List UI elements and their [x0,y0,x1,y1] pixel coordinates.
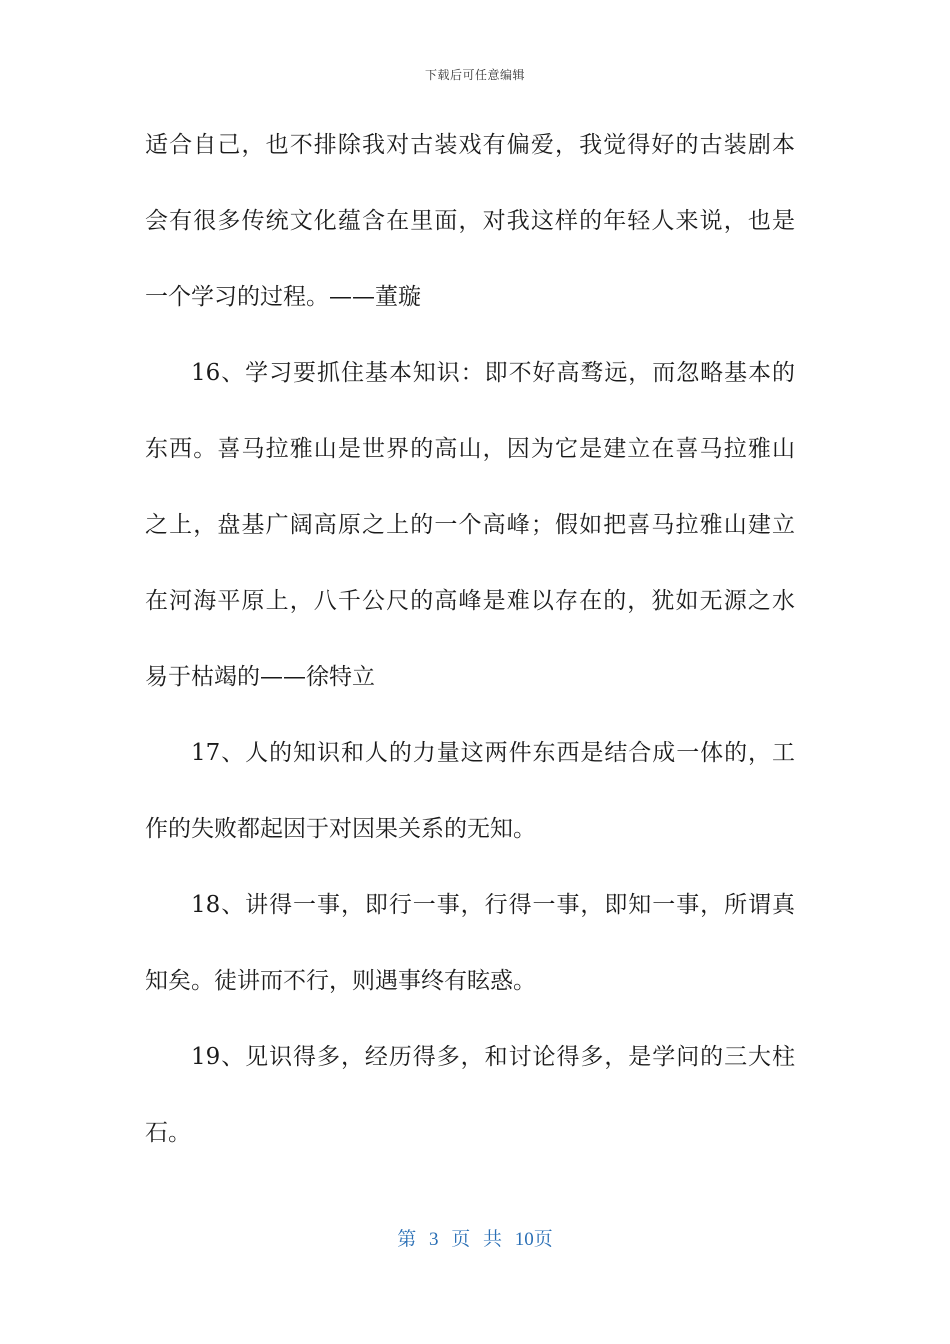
document-body [145,120,795,1184]
current-page-number: 3 [428,1229,439,1250]
page-header: 下载后可任意编辑 [424,68,525,82]
footer-page-word: 页 [451,1229,471,1250]
paragraph-start-18: 18、讲得一事，即行一事，行得一事，即知一事，所谓真 [191,892,795,918]
text-line: 东西。喜马拉雅山是世界的高山，因为它是建立在喜马拉雅山 [145,436,795,462]
text-line: 一个学习的过程。——董璇 [145,284,421,310]
text-line: 石。 [145,1120,191,1146]
text-line: 会有很多传统文化蕴含在里面，对我这样的年轻人来说，也是 [145,208,795,234]
paragraph-start-17: 17、人的知识和人的力量这两件东西是结合成一体的，工 [191,740,795,766]
page-number-footer [0,1224,950,1251]
text-line: 作的失败都起因于对因果关系的无知。 [145,816,536,842]
paragraph-start-16: 16、学习要抓住基本知识：即不好高骛远，而忽略基本的 [191,360,795,386]
footer-total-word: 共 [483,1229,503,1250]
total-pages: 10页 [514,1229,553,1250]
text-line: 易于枯竭的——徐特立 [145,664,375,690]
footer-prefix: 第 [397,1229,417,1250]
paragraph-start-19: 19、见识得多，经历得多，和讨论得多，是学问的三大柱 [191,1044,795,1070]
text-line: 在河海平原上，八千公尺的高峰是难以存在的，犹如无源之水 [145,588,795,614]
text-line: 之上，盘基广阔高原之上的一个高峰；假如把喜马拉雅山建立 [145,512,795,538]
text-line: 知矣。徒讲而不行，则遇事终有眩惑。 [145,968,536,994]
text-line: 适合自己，也不排除我对古装戏有偏爱，我觉得好的古装剧本 [145,132,795,158]
